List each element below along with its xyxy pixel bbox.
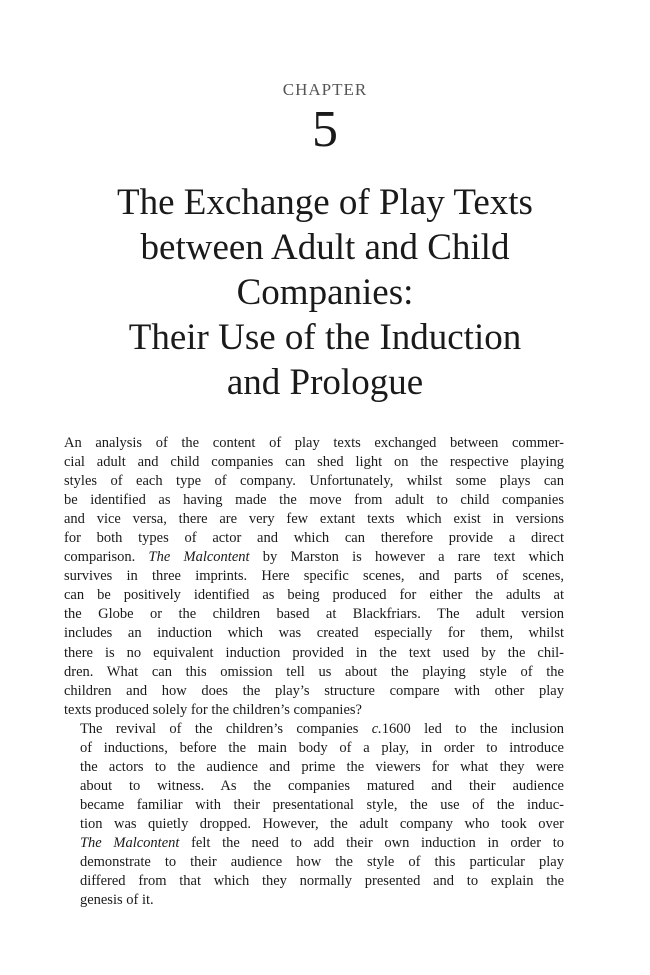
text-line: about to witness. As the companies matured and their audience <box>79 777 564 794</box>
text-line: for both types of actor and which can therefore provide a direct <box>64 530 564 547</box>
text-line: tion was quietly dropped. However, the adult company who took over <box>79 815 564 832</box>
chapter-title-line: between Adult and Child <box>140 227 510 268</box>
text-line: became familiar with their presentational style, the use of the induc- <box>79 796 564 813</box>
text-line: can be positively identified as being produced for either the adults at <box>64 587 564 604</box>
text-line: the actors to the audience and prime the viewers for what they were <box>79 758 564 775</box>
text-line: dren. What can this omission tell us about the playing style of the <box>64 663 564 680</box>
text-line: be identified as having made the move from adult to child companies <box>64 492 564 509</box>
italic-text: The Malcontent <box>148 549 250 566</box>
text-line: An analysis of the content of play texts exchanged between commer- <box>64 435 564 451</box>
text-line: includes an induction which was created especially for them, whilst <box>64 625 564 642</box>
text-line: children and how does the play’s structure compare with other play <box>64 682 564 699</box>
text-line: the Globe or the children based at Blackfriars. The adult version <box>64 606 564 623</box>
chapter-title-line: Their Use of the Induction <box>128 317 522 358</box>
text-line: The revival of the children’s companies c.1600 led to the inclusion <box>79 720 565 737</box>
paragraph <box>64 434 564 720</box>
text-line: differed from that which they normally presented and to explain the <box>79 873 564 890</box>
text-line: genesis of it. <box>79 892 154 909</box>
chapter-number: 5 <box>312 101 338 158</box>
italic-text: c. <box>371 720 382 737</box>
chapter-title-line: and Prologue <box>226 362 424 403</box>
body-text <box>64 434 564 910</box>
text-line: and vice versa, there are very few extant texts which exist in versions <box>64 511 564 528</box>
text-line: survives in three imprints. Here specific scenes, and parts of scenes, <box>64 568 564 585</box>
text-line: demonstrate to their audience how the style of this particular play <box>79 854 564 871</box>
text-line: The Malcontent felt the need to add their own induction in order to <box>79 834 564 851</box>
paragraph <box>64 720 564 910</box>
chapter-title <box>60 180 590 405</box>
text-line: cial adult and child companies can shed light on the respective playing <box>64 454 564 471</box>
chapter-label: CHAPTER <box>282 80 368 99</box>
chapter-title-line: The Exchange of Play Texts <box>117 182 533 223</box>
text-line: of inductions, before the main body of a play, in order to introduce <box>79 739 564 756</box>
chapter-title-line: Companies: <box>236 272 414 313</box>
italic-text: The Malcontent <box>79 834 180 851</box>
text-line: there is no equivalent induction provided in the text used by the chil- <box>64 644 564 661</box>
text-line: styles of each type of company. Unfortunately, whilst some plays can <box>64 473 564 490</box>
text-line: texts produced solely for the children’s companies? <box>64 701 362 718</box>
text-line: comparison. The Malcontent by Marston is however a rare text which <box>64 549 564 566</box>
